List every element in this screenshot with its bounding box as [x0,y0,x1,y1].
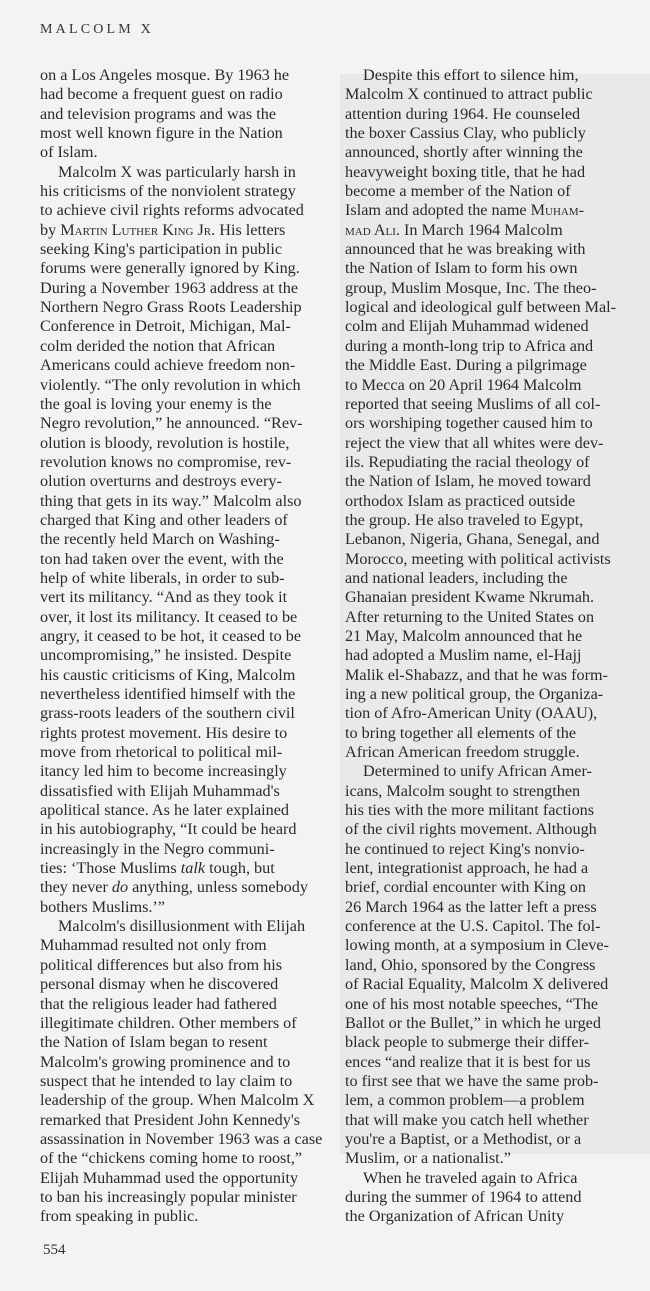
text-line: Negro revolution,” he announced. “Rev- [40,414,303,433]
text-line: and television programs and was the [40,104,277,123]
text-line: rights protest movement. His desire to [40,723,288,742]
text-line: olution overturns and destroys every- [40,472,282,491]
text-line: by Martin Luther King Jr. His letters [40,220,286,239]
text-line: heavyweight boxing title, that he had [345,162,586,181]
text-line: to achieve civil rights reforms advocated [40,201,304,220]
text-line: thing that gets in its way.” Malcolm also [40,491,302,510]
text-line: brief, cordial encounter with King on [345,878,586,897]
text-line: Northern Negro Grass Roots Leadership [40,298,302,317]
text-line: During a November 1963 address at the [40,278,299,297]
text-line: Elijah Muhammad used the opportunity [40,1168,299,1187]
text-line: he continued to reject King's nonvio- [345,839,585,858]
text-line: the recently held March on Washing- [40,530,280,549]
text-line: logical and ideological gulf between Mal- [345,298,617,317]
text-line: Malcolm X continued to attract public [345,85,593,104]
text-line: personal dismay when he discovered [40,975,279,994]
text-line: political differences but also from his [40,955,282,974]
text-line: Morocco, meeting with political activists [345,549,611,568]
text-line: Malcolm's disillusionment with Elijah [58,917,306,936]
text-line: itancy led him to become increasingly [40,762,287,781]
text-line: grass-roots leaders of the southern civil [40,704,295,723]
text-line: leadership of the group. When Malcolm X [40,1091,315,1110]
text-line: become a member of the Nation of [345,182,571,201]
text-line: 26 March 1964 as the latter left a press [345,897,597,916]
text-line: from speaking in public. [40,1207,199,1226]
text-line: one of his most notable speeches, “The [345,994,599,1013]
text-line: increasingly in the Negro communi- [40,839,275,858]
text-line: ing a new political group, the Organiza- [345,685,604,703]
text-line: Malik el-Shabazz, and that he was form- [345,665,608,684]
text-line: of Racial Equality, Malcolm X delivered [345,975,609,994]
text-line: reject the view that all whites were dev- [345,433,604,452]
text-line: remarked that President John Kennedy's [40,1110,301,1129]
text-line: you're a Baptist, or a Methodist, or a [345,1129,582,1148]
text-line: Islam and adopted the name Muham- [345,201,585,220]
text-line: that the religious leader had fathered [40,994,277,1013]
text-line: After returning to the United States on [345,607,595,626]
text-line: the Nation of Islam began to resent [40,1033,268,1052]
text-line: Americans could achieve freedom non- [40,356,296,375]
text-line: the Organization of African Unity [345,1207,565,1226]
text-line: of Islam. [40,143,98,162]
text-line: angry, it ceased to be hot, it ceased to be [40,626,301,645]
text-line: lent, integrationist approach, he had a [345,859,589,878]
text-line: 21 May, Malcolm announced that he [345,626,583,645]
text-line: apolitical stance. As he later explained [40,801,290,820]
text-line: they never do anything, unless somebody [40,878,308,897]
text-line: nevertheless identified himself with the [40,685,296,703]
text-line: mad Ali. In March 1964 Malcolm [345,220,563,239]
text-line: group, Muslim Mosque, Inc. The theo- [345,278,597,297]
text-line: announced, shortly after winning the [345,143,583,162]
text-line: icans, Malcolm sought to strengthen [345,781,581,800]
text-line: and national leaders, including the [345,568,568,587]
text-line: olution is bloody, revolution is hostile, [40,433,290,452]
text-line: black people to submerge their differ- [345,1033,590,1052]
text-line: the Nation of Islam to form his own [345,259,578,278]
text-line: Lebanon, Nigeria, Ghana, Senegal, and [345,530,600,549]
text-line: that will make you catch hell whether [345,1110,589,1129]
text-line: the Middle East. During a pilgrimage [345,356,587,375]
text-line: announced that he was breaking with [345,240,586,259]
text-line: attention during 1964. He counseled [345,104,581,123]
text-line: ties: ‘Those Muslims talk tough, but [40,859,275,878]
text-line: on a Los Angeles mosque. By 1963 he [40,66,290,84]
text-line: Determined to unify African Amer- [363,762,592,781]
text-line: vert its militancy. “And as they took it [40,588,288,607]
text-line: of the civil rights movement. Although [345,820,597,839]
text-line: during the summer of 1964 to attend [345,1187,582,1206]
text-line: revolution knows no compromise, rev- [40,452,292,471]
text-line: forums were generally ignored by King. [40,259,300,278]
text-line: illegitimate children. Other members of [40,1013,297,1032]
text-line: ton had taken over the event, with the [40,549,284,568]
text-line: had become a frequent guest on radio [40,85,283,104]
text-line: When he traveled again to Africa [363,1168,578,1187]
text-line: Malcolm X was particularly harsh in [58,162,296,181]
running-head: MALCOLM X [40,22,154,37]
text-line: African American freedom struggle. [345,743,580,762]
text-line: colm and Elijah Muhammad widened [345,317,589,336]
text-line: to ban his increasingly popular minister [40,1187,297,1206]
text-line: violently. “The only revolution in which [40,375,301,394]
text-line: the boxer Cassius Clay, who publicly [345,124,586,143]
text-line: tion of Afro-American Unity (OAAU), [345,704,598,723]
text-line: conference at the U.S. Capitol. The fol- [345,917,601,936]
text-line: reported that seeing Muslims of all col- [345,394,601,413]
text-line: to Mecca on 20 April 1964 Malcolm [345,375,582,394]
text-line: his caustic criticisms of King, Malcolm [40,665,296,684]
text-line: charged that King and other leaders of [40,510,288,529]
text-line: orthodox Islam as practiced outside [345,491,576,510]
text-line: most well known figure in the Nation [40,124,283,143]
left-column [40,66,323,1227]
page-number: 554 [43,1242,66,1258]
text-line: colm derided the notion that African [40,336,276,355]
text-line: the group. He also traveled to Egypt, [345,510,584,529]
text-line: uncompromising,” he insisted. Despite [40,646,292,665]
text-line: dissatisfied with Elijah Muhammad's [40,781,280,800]
text-line: to bring together all elements of the [345,723,577,742]
text-line: bothers Muslims.’” [40,897,165,916]
text-line: Ballot or the Bullet,” in which he urged [345,1013,601,1032]
text-line: ences “and realize that it is best for us [345,1052,591,1071]
text-line: Despite this effort to silence him, [363,66,579,84]
text-line: in his autobiography, “It could be heard [40,820,297,839]
text-line: during a month-long trip to Africa and [345,336,594,355]
text-line: Malcolm's growing prominence and to [40,1052,291,1071]
text-line: assassination in November 1963 was a case [40,1129,323,1148]
text-line: ors worshiping together caused him to [345,414,593,433]
text-line: Ghanaian president Kwame Nkrumah. [345,588,595,607]
text-line: the goal is loving your enemy is the [40,394,272,413]
text-line: move from rhetorical to political mil- [40,743,283,762]
text-line: to first see that we have the same prob- [345,1071,599,1090]
text-line: of the “chickens coming home to roost,” [40,1149,303,1168]
text-line: suspect that he intended to lay claim to [40,1071,293,1090]
text-line: Muhammad resulted not only from [40,936,267,955]
text-line: land, Ohio, sponsored by the Congress [345,955,596,974]
text-line: his ties with the more militant factions [345,801,595,820]
text-line: his criticisms of the nonviolent strategy [40,182,296,201]
text-line: Conference in Detroit, Michigan, Mal- [40,317,291,336]
text-line: help of white liberals, in order to sub- [40,568,285,587]
text-line: seeking King's participation in public [40,240,283,259]
text-line: over, it lost its militancy. It ceased to be [40,607,298,626]
text-line: Muslim, or a nationalist.” [345,1149,511,1168]
text-line: the Nation of Islam, he moved toward [345,472,591,491]
text-line: ils. Repudiating the racial theology of [345,452,590,471]
text-line: had adopted a Muslim name, el-Hajj [345,646,582,665]
right-column [345,66,625,1227]
text-line: lowing month, at a symposium in Cleve- [345,936,609,955]
text-line: lem, a common problem—a problem [345,1091,585,1110]
